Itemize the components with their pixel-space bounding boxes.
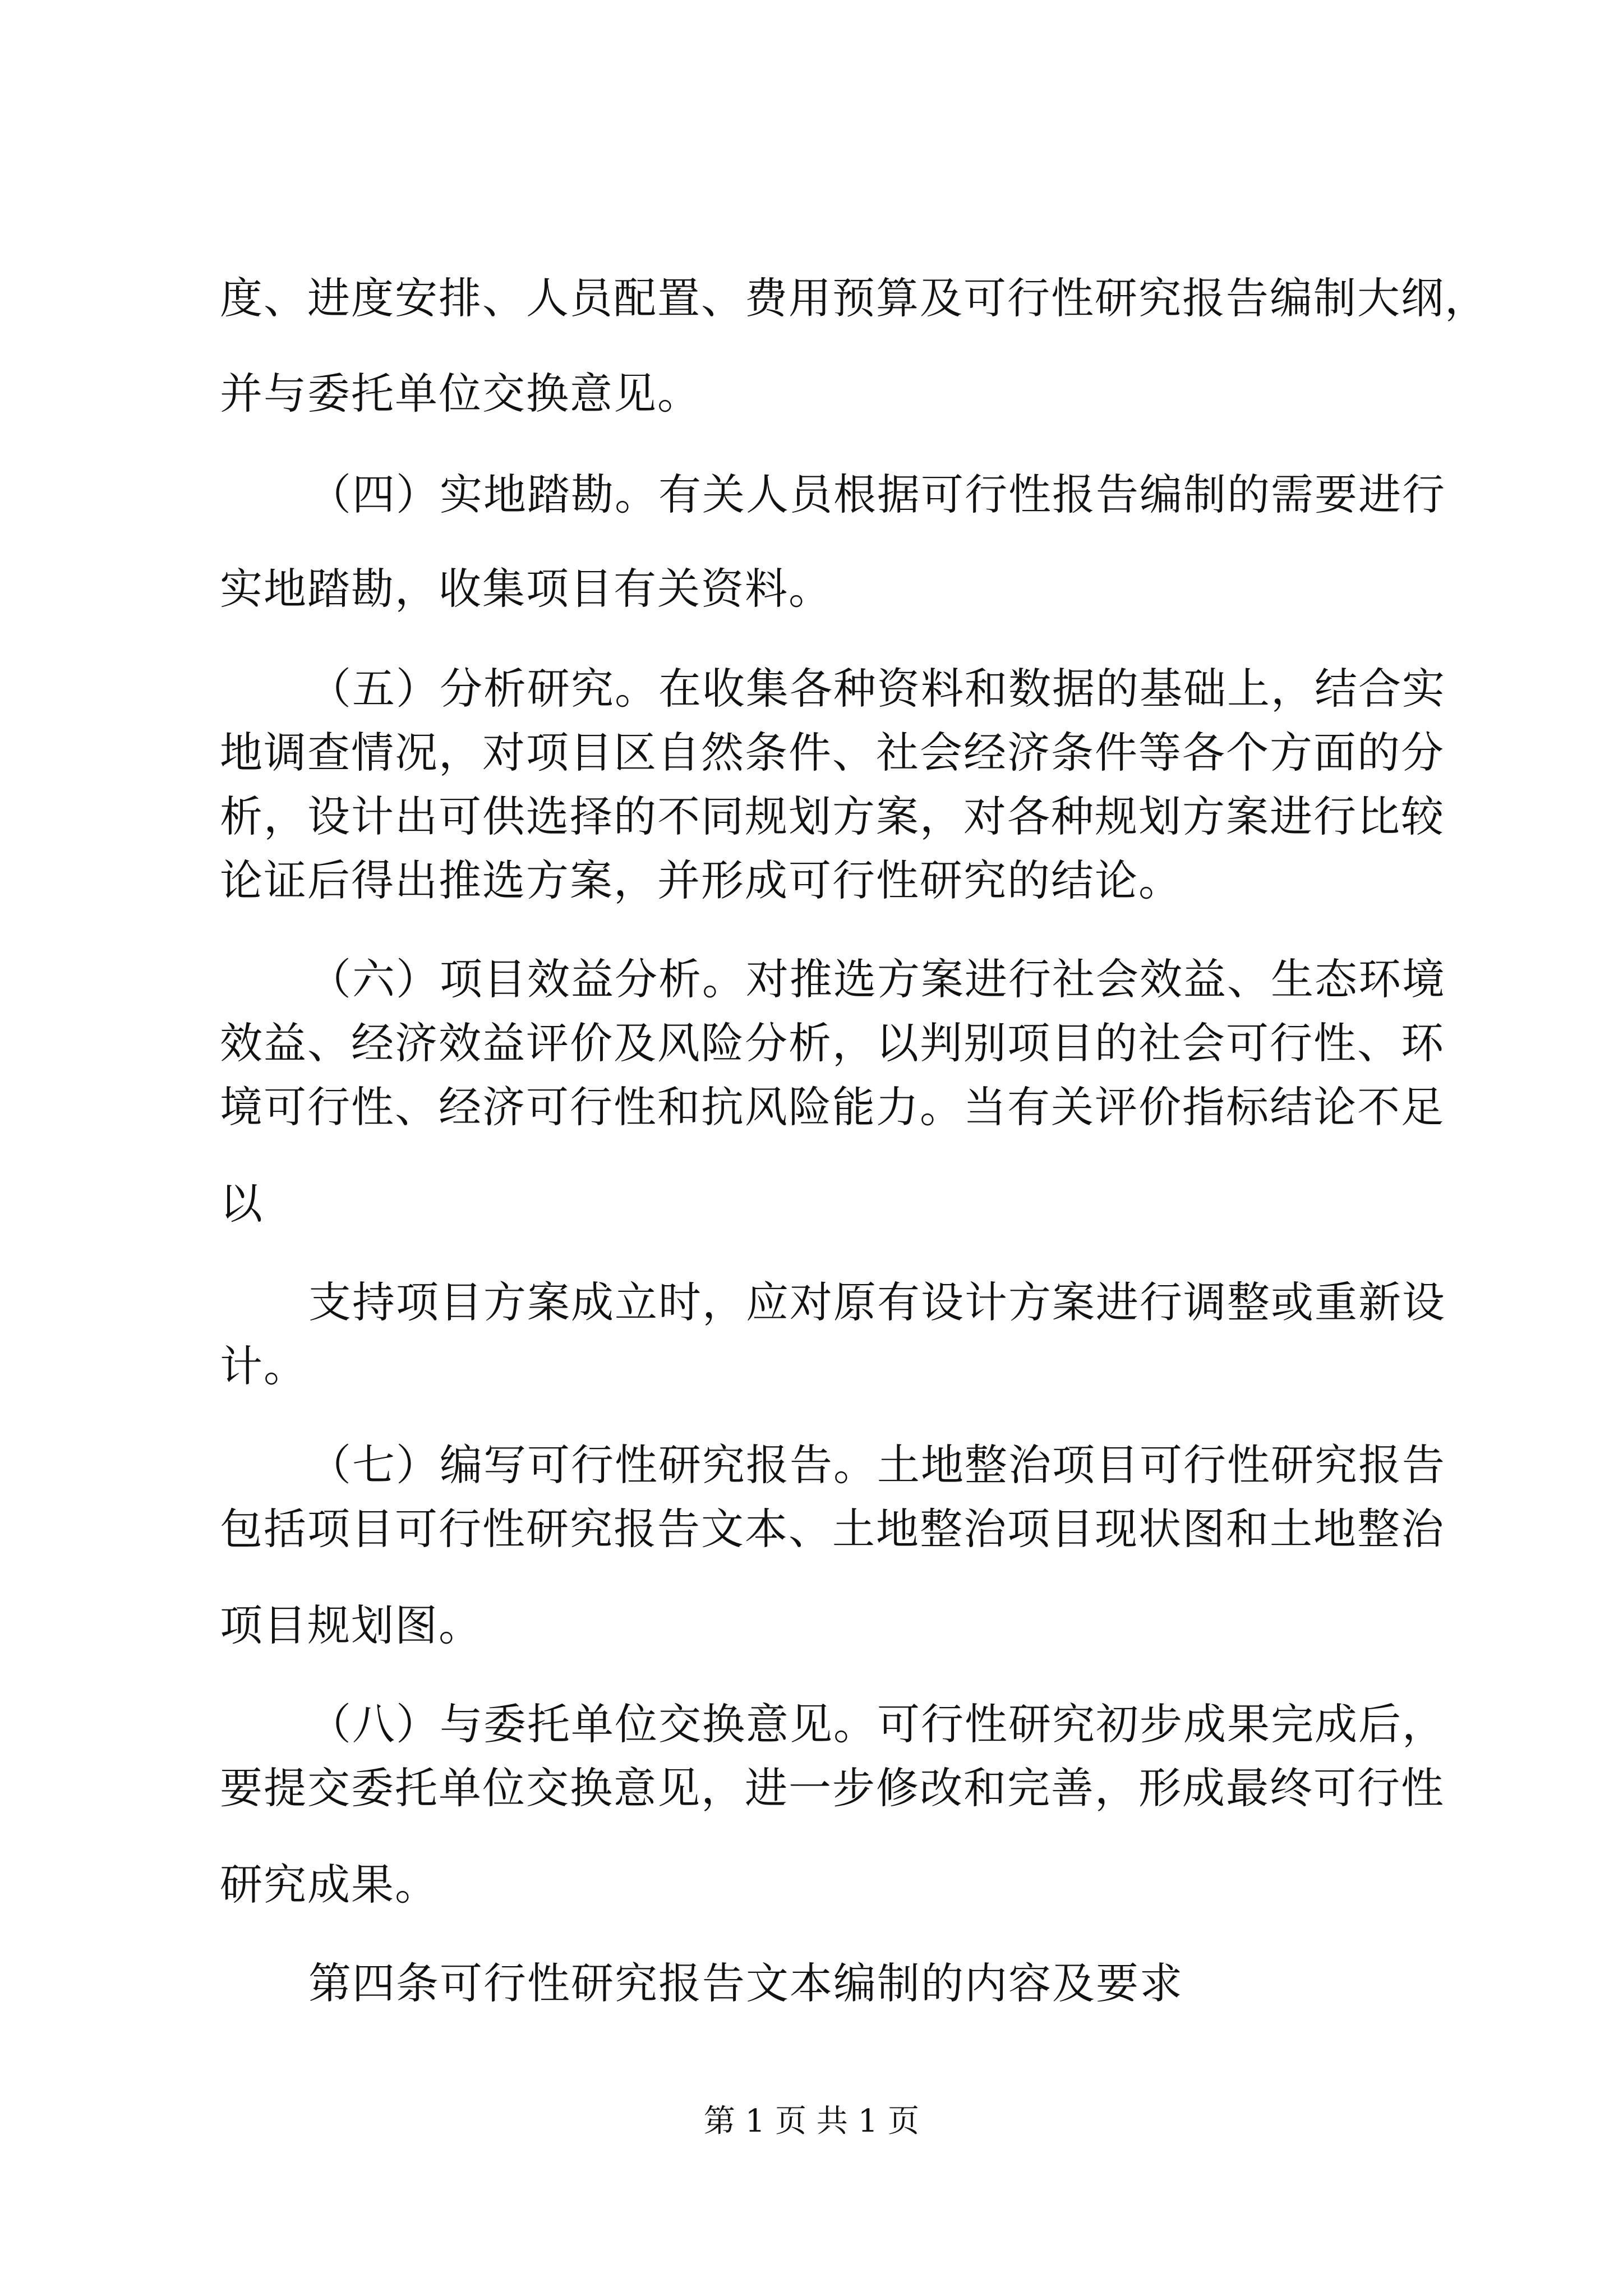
text-line: 析，设计出可供选择的不同规划方案，对各种规划方案进行比较 bbox=[220, 792, 1445, 841]
text-line: 支持项目方案成立时，应对原有设计方案进行调整或重新设 bbox=[308, 1277, 1446, 1327]
text-line: （四）实地踏勘。有关人员根据可行性报告编制的需要进行 bbox=[308, 470, 1446, 519]
text-line: 包括项目可行性研究报告文本、土地整治项目现状图和土地整治 bbox=[220, 1504, 1445, 1554]
text-line: 论证后得出推选方案，并形成可行性研究的结论。 bbox=[220, 855, 1182, 905]
text-line: 境可行性、经济可行性和抗风险能力。当有关评价指标结论不足 bbox=[220, 1082, 1445, 1132]
text-line: 效益、经济效益评价及风险分析，以判别项目的社会可行性、环 bbox=[220, 1018, 1445, 1068]
text-line: （八）与委托单位交换意见。可行性研究初步成果完成后， bbox=[308, 1699, 1446, 1749]
text-line: 计。 bbox=[220, 1341, 307, 1391]
text-line: （七）编写可行性研究报告。土地整治项目可行性研究报告 bbox=[308, 1440, 1446, 1490]
text-line: 实地踏勘，收集项目有关资料。 bbox=[220, 564, 832, 614]
text-line: （五）分析研究。在收集各种资料和数据的基础上，结合实 bbox=[308, 664, 1446, 714]
text-line: 项目规划图。 bbox=[220, 1600, 482, 1650]
page-footer: 第 1 页 共 1 页 bbox=[703, 2103, 920, 2139]
text-line: 研究成果。 bbox=[220, 1860, 439, 1910]
text-line: （六）项目效益分析。对推选方案进行社会效益、生态环境 bbox=[308, 954, 1446, 1004]
text-line: 度、进度安排、人员配置、费用预算及可行性研究报告编制大纲， bbox=[220, 273, 1488, 323]
section-heading: 第四条可行性研究报告文本编制的内容及要求 bbox=[308, 1958, 1183, 2008]
text-line: 地调查情况，对项目区自然条件、社会经济条件等各个方面的分 bbox=[220, 728, 1445, 777]
text-line: 要提交委托单位交换意见，进一步修改和完善，形成最终可行性 bbox=[220, 1763, 1445, 1813]
text-line: 以 bbox=[220, 1179, 264, 1228]
text-line: 并与委托单位交换意见。 bbox=[220, 369, 701, 418]
